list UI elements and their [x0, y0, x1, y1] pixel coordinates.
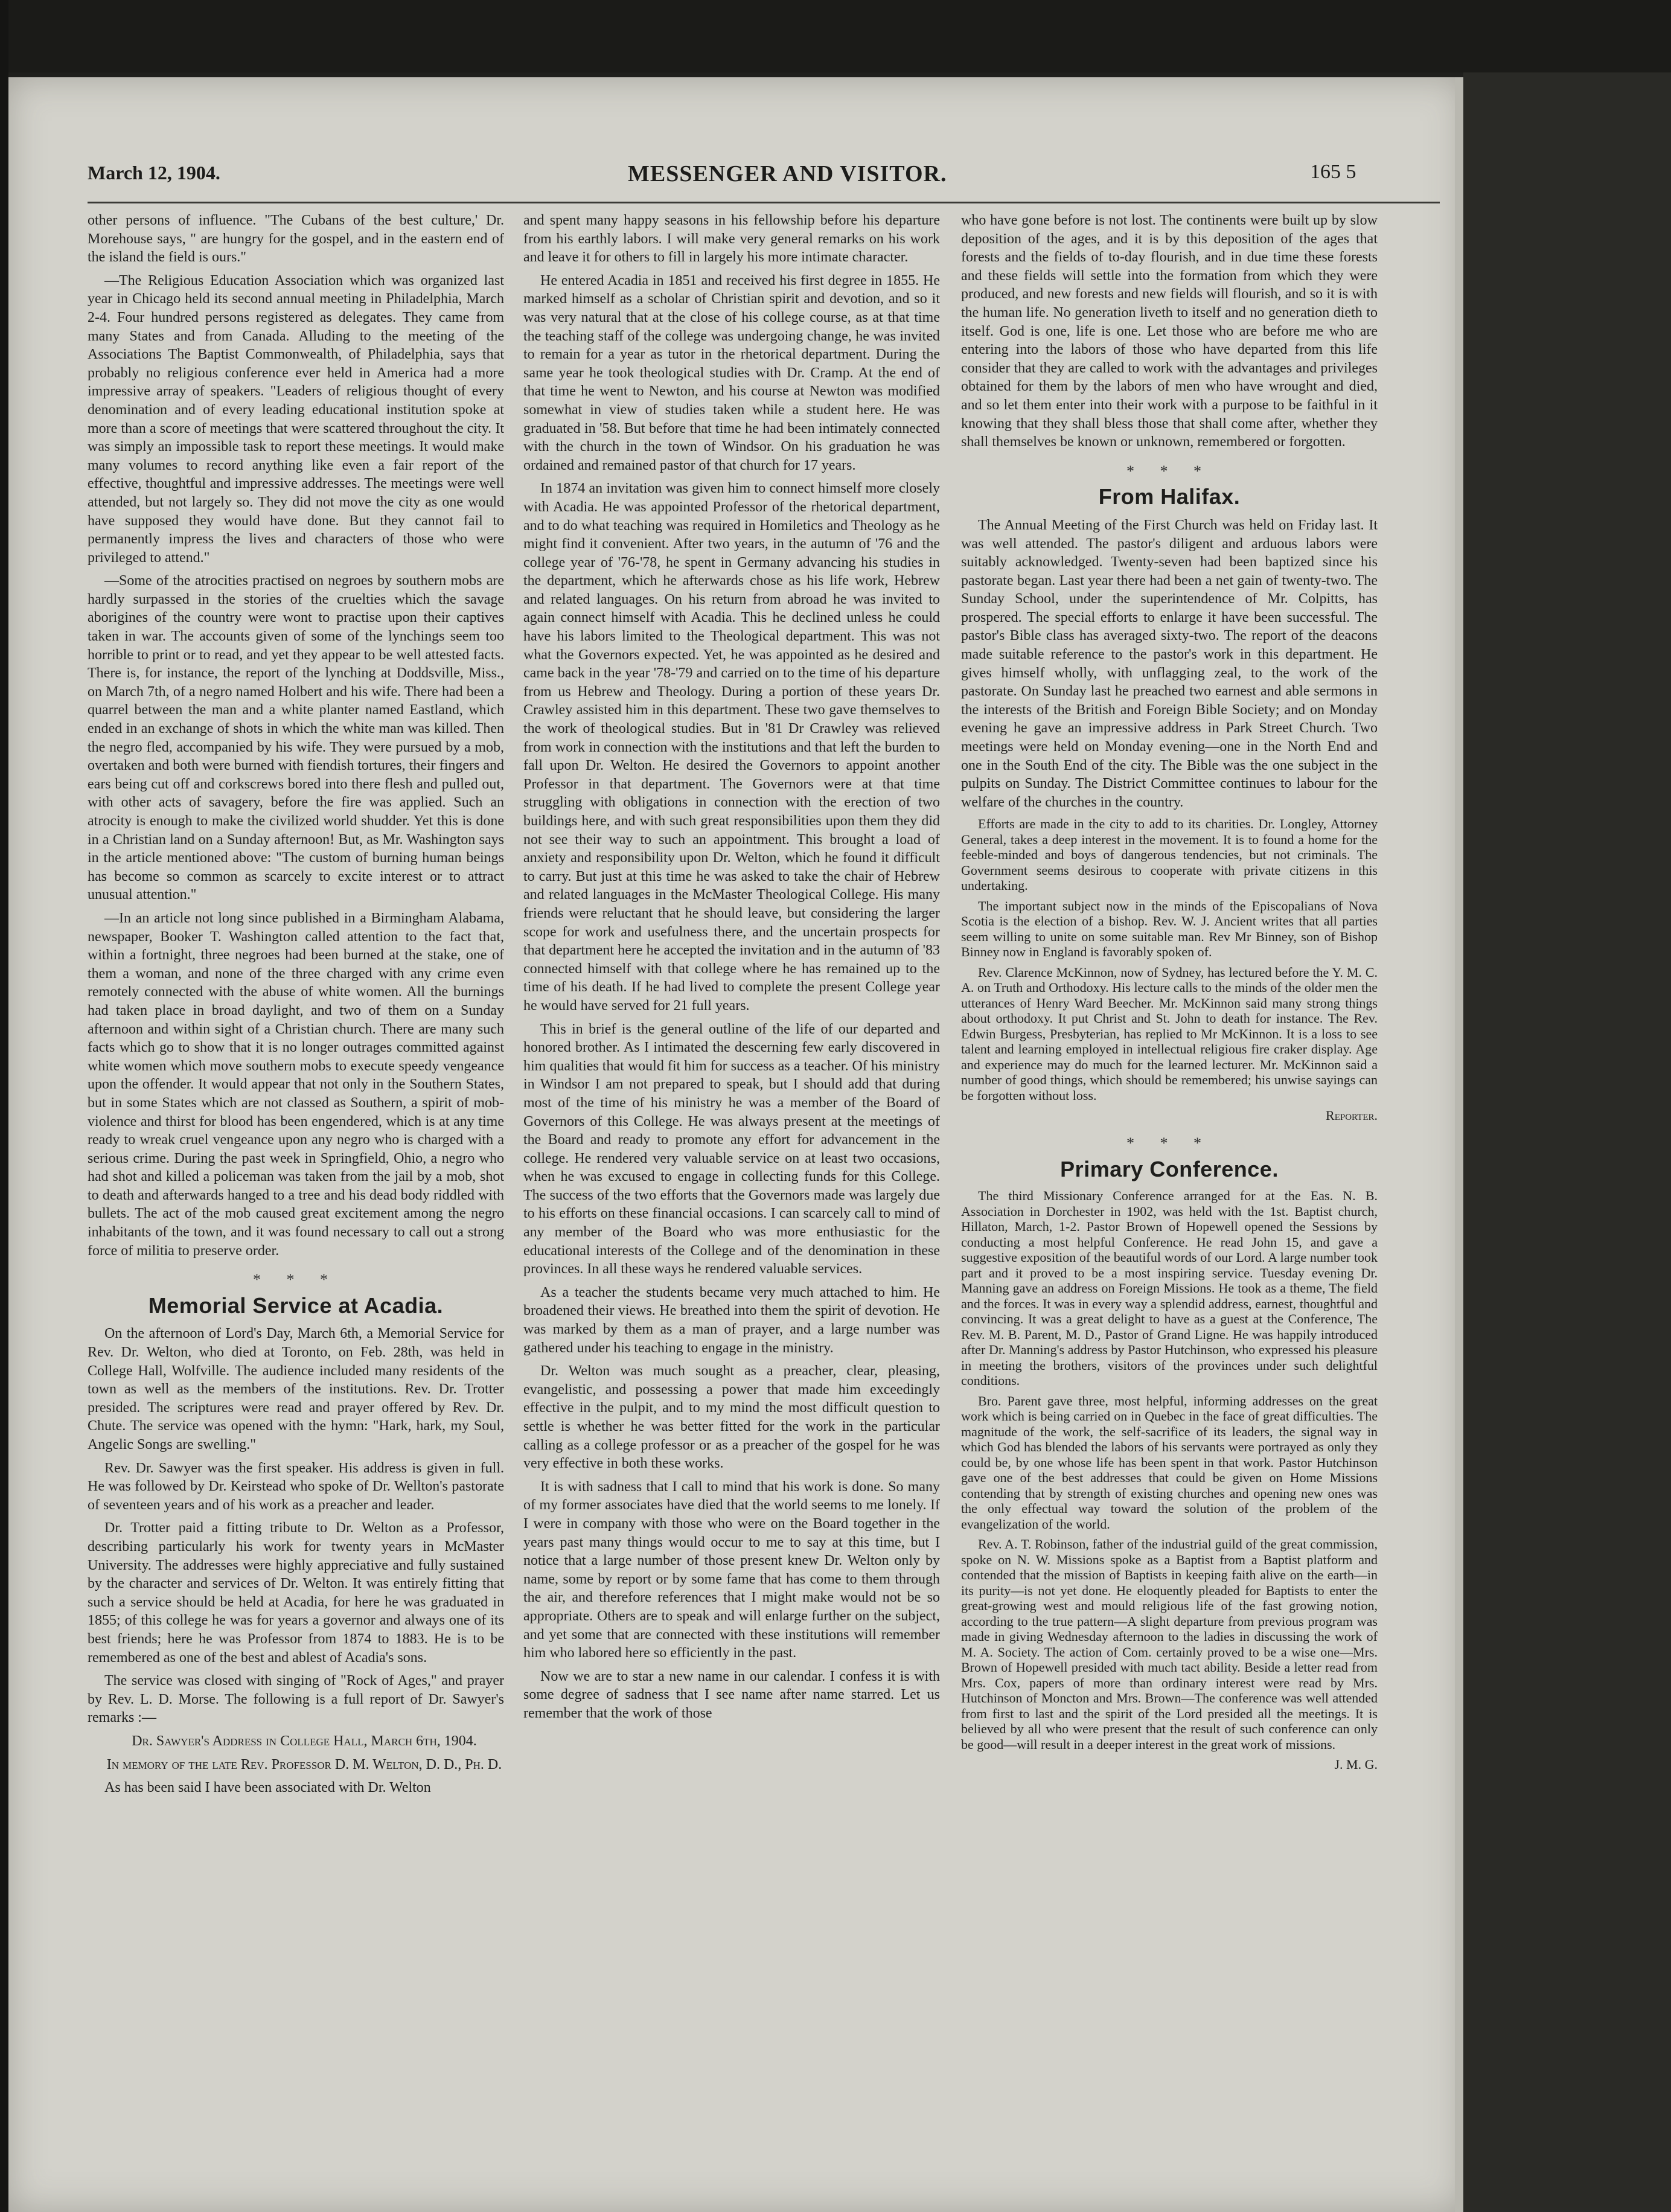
- page-number: 165 5: [1310, 161, 1356, 183]
- section-separator: * * *: [1126, 1134, 1212, 1152]
- column-3: [961, 211, 1378, 1777]
- paragraph: It is with sadness that I call to mind that his work is done. So many of my former associates have died that the world seems to me lonely. If I were in company with those who were on the Board together in the years past many things would occur to me to say at this time, but I notice that a large number of those present knew Dr. Welton only by name, some by report or by some fame that has come to them through the air, and therefore references that I might make would not be so appropriate. Others are to speak and will enlarge further on the subject, and yet some that are connected with these institutions will remember him who labored here so efficiently in the past.: [523, 1478, 940, 1661]
- paragraph: —Some of the atrocities practised on negroes by southern mobs are hardly surpassed in the stories of the cruelties which the savage aborigines of the country were wont to practise upon their captives taken in war. The accounts given of some of the lynchings seem too horrible to print or to read, and yet they appear to be well attested facts. There is, for instance, the report of the lynching at Doddsville, Miss., on March 7th, of a negro named Holbert and his wife. There had been a quarrel between the man and a white planter named Eastland, which ended in an exchange of shots in which the white man was killed. Then the negro fled, accompanied by his wife. They were pursued by a mob, overtaken and both were burned with fiendish tortures, their fingers and ears being cut off and corkscrews bored into there flesh and pulled out, with other acts of savagery, before the fire was applied. Such an atrocity is enough to make the civilized world shudder. Yet this is done in a Christian land on a Sunday afternoon! But, as Mr. Washington says in the article mentioned above: "The custom of burning human beings has become so common as scarcely to excite interest or to attract unusual attention.": [88, 573, 504, 903]
- paragraph: In 1874 an invitation was given him to connect himself more closely with Acadia. He was appointed Professor of the rhetorical department, and to do what teaching was required in Homiletics and Theology as he might find it convenient. After two years, in the autumn of '76 and the college year of '76-'78, he spent in Germany advancing his studies in the department, which he afterwards chose as his life work, Hebrew and related languages. On his return from abroad he was invited to again connect himself with Acadia. This he declined unless he could have his labors limited to the Theological department. This was not what the Governors expected. Yet, he was appointed as he desired and came back in the year '78-'79 and carried on to the time of his departure from us Hebrew and Theology. During a portion of these years Dr. Crawley assisted him in this department. These two gave themselves to the work of theological studies. But in '81 Dr Crawley was relieved from work in connection with the institutions and that left the burden to fall upon Dr. Welton. He desired the Governors to appoint another Professor in that department. The Governors were at that time struggling with obligations in connection with the erection of two buildings here, and with such great responsibilities upon them they did not see their way to such an appointment. This brought a load of anxiety and responsibility upon Dr. Welton, which he found it difficult to carry. But just at this time he was asked to take the chair of Hebrew and related languages in the McMaster Theological College. His many friends were reluctant that he should leave, but considering the larger scope for work and usefulness there, and the uncertain prospects for that department here he accepted the invitation and in the autumn of '83 connected himself with that college where he has remained up to the time of his death. If he had lived to complete the present College year he would have served for 21 full years.: [523, 481, 940, 1014]
- paragraph: As has been said I have been associated with Dr. Welton: [104, 1780, 431, 1796]
- section-separator: * * *: [253, 1271, 339, 1289]
- paragraph: and spent many happy seasons in his fellowship before his departure from his earthly labors. I will make very general remarks on his work and leave it for others to fill in largely his more intimate character.: [523, 213, 940, 266]
- header-rule: [88, 202, 1440, 203]
- column-2: [523, 211, 940, 1728]
- paragraph: The important subject now in the minds of the Episcopalians of Nova Scotia is the election of a bishop. Rev. W. J. Ancient writes that all parties seem willing to unite on some suitable man. Rev Mr Binney, son of Bishop Binney now in England is favorably spoken of.: [961, 898, 1378, 960]
- byline-reporter: Reporter.: [1326, 1108, 1378, 1124]
- paragraph: He entered Acadia in 1851 and received his first degree in 1855. He marked himself as a scholar of Christian spirit and devotion, and so it was very natural that at the close of his college course, as at that time the teaching staff of the college was undergoing change, he was invited to remain for a year as tutor in the rhetorical department. During the same year he took theological studies with Dr. Cramp. At the end of that time he went to Newton, and his course at Newton was modified somewhat in view of studies taken while a student here. He was graduated in '58. But before that time he had been intimately connected with the church in the town of Windsor. On his graduation he was ordained and remained pastor of that church for 17 years.: [523, 272, 940, 473]
- paragraph: On the afternoon of Lord's Day, March 6th, a Memorial Service for Rev. Dr. Welton, who died at Toronto, on Feb. 28th, was held in College Hall, Wolfville. The audience included many residents of the town as well as the members of the institutions. Rev. Dr. Trotter presided. The scriptures were read and prayer offered by Rev. Dr. Chute. The service was opened with the hymn: "Hark, hark, my Soul, Angelic Songs are swelling.": [88, 1326, 504, 1453]
- masthead-title: MESSENGER AND VISITOR.: [628, 161, 947, 187]
- paragraph: Rev. Clarence McKinnon, now of Sydney, has lectured before the Y. M. C. A. on Truth and Orthodoxy. His lecture calls to the minds of the older men the utterances of Henry Ward Beecher. Mr. McKinnon said many strong things about orthodoxy. It put Christ and St. John to death for instance. The Rev. Edwin Burgess, Presbyterian, has replied to Mr McKinnon. It is a loss to see talent and learning employed in intellectual religious fire craker display. Age and experience may do much for the learned lecturer. Mr. McKinnon said a number of good things, which should be remembered; his unwise sayings can be forgotten without loss.: [961, 964, 1378, 1103]
- section-heading-memorial-service: Memorial Service at Acadia.: [148, 1293, 444, 1318]
- section-separator: * * *: [1126, 462, 1212, 480]
- scanner-top-edge: [0, 0, 1671, 72]
- paragraph: This in brief is the general outline of the life of our departed and honored brother. As I intimated the descerning few early discovered in him qualities that would fit him for success as a teacher. Of his ministry in Windsor I am not prepared to speak, but I should add that during most of the time of his ministry he was a member of the Board of Governors of this College. He was always present at the meetings of the Board and ready to promote any effort for advancement in the college. He rendered very valuable service on at least two occasions, when he was excused to engage in collecting funds for this College. The success of the two efforts that the Governors made was largely due to his efforts on these financial occasions. I can scarcely call to mind of any member of the Board who was more enthusiastic for the educational interests of the College and of the denomination in these provinces. In all these ways he rendered valuable services.: [523, 1021, 940, 1277]
- byline-initials: J. M. G.: [1334, 1757, 1378, 1772]
- page-right-border: [1455, 77, 1463, 2212]
- paragraph: Dr. Trotter paid a fitting tribute to Dr. Welton as a Professor, describing particularly his work for twenty years in McMaster University. The addresses were highly appreciative and fully sustained by the character and services of Dr. Welton. It was entirely fitting that such a service should be held at Acadia, for here he was graduated in 1855; of this college he was for years a governor and always one of its best friends; here he was Professor from 1874 to 1883. He is to be remembered as one of the best and ablest of Acadia's sons.: [88, 1520, 504, 1666]
- paragraph: —The Religious Education Association which was organized last year in Chicago held its second annual meeting in Philadelphia, March 2-4. Four hundred persons registered as delegates. They came from many States and from Canada. Alluding to the meeting of the Associations The Baptist Commonwealth, of Philadelphia, says that probably no religious conference ever held in America had a more impressive array of speakers. "Leaders of religious thought of every denomination and of every leading educational institution spoke at more than a score of meetings that were scattered throughout the city. It was simply an impossible task to report these meetings. It would make many volumes to record anything like even a fair report of the effective, thoughtful and impressive addresses. The meetings were well attended, but not largely so. They did not move the city as one would have supposed they would have done. But they cannot fail to permanently impress the lives and characters of those who were privileged to attend.": [88, 272, 504, 566]
- address-title: Dr. Sawyer's Address in College Hall, March 6th, 1904.: [132, 1733, 477, 1749]
- section-heading-primary-conference: Primary Conference.: [1060, 1156, 1279, 1181]
- section-heading-from-halifax: From Halifax.: [1098, 484, 1241, 510]
- paragraph: The service was closed with singing of "Rock of Ages," and prayer by Rev. L. D. Morse. The following is a full report of Dr. Sawyer's remarks :—: [88, 1673, 504, 1726]
- paragraph: The third Missionary Conference arranged for at the Eas. N. B. Association in Dorchester in 1902, was held with the 1st. Baptist church, Hillaton, March, 1-2. Pastor Brown of Hopewell opened the Sessions by conducting a most helpful Conference. He read John 15, and gave a suggestive exposition of the beautiful words of our Lord. A large number took part and it proved to be a most inspiring service. Tuesday evening Dr. Manning gave an address on Foreign Missions. He took as a theme, The field and the forces. It was in every way a splendid address, earnest, thoughtful and convincing. It was a great delight to have as a guest at the Conference, The Rev. M. B. Parent, M. D., Pastor of Grand Ligne. He was happily introduced after Dr. Manning's address by Pastor Hutchinson, who expressed his pleasure in meeting the brothers, visitors of the provinces under such delightful conditions.: [961, 1188, 1378, 1389]
- paragraph: Dr. Welton was much sought as a preacher, clear, pleasing, evangelistic, and possessing a power that made him exceedingly effective in the pulpit, and to my mind the most difficult question to settle is whether he was better fitted for the work in the particular calling as a college professor or as a preacher of the gospel for he was very effective in both these works.: [523, 1363, 940, 1472]
- paragraph: Rev. A. T. Robinson, father of the industrial guild of the great commission, spoke on N. W. Missions spoke as a Baptist from a Baptist platform and contended that the mission of Baptists in keeping faith alive on the earth—in its purity—is not yet done. He eloquently pleaded for Baptists to enter the great-growing west and mould religious life of the fast growing notion, according to the true pattern—A slight departure from previous program was made in giving Wednesday afternoon to the ladies in discussing the work of M. A. Society. The action of Com. certainly proved to be a wise one—Mrs. Brown of Hopewell presided with much tact ability. Beside a letter read from Mrs. Cox, papers of more than ordinary interest were read by Mrs. Hutchinson of Moncton and Mrs. Brown—The conference was well attended from first to last and the spirit of the Lord presided all the meetings. It is believed by all who were present that the result of such conference can only be good—will result in a deeper interest in the great work of missions.: [961, 1536, 1378, 1752]
- paragraph: other persons of influence. "The Cubans of the best culture,' Dr. Morehouse says, " are hungry for the gospel, and in the eastern end of the island the field is ours.": [88, 213, 504, 266]
- paragraph: —In an article not long since published in a Birmingham Alabama, newspaper, Booker T. Washington called attention to the fact that, within a fortnight, three negroes had been burned at the stake, one of them a woman, and none of the three charged with any crime even remotely connected with the abuse of white women. All the burnings had taken place in broad daylight, and two of them on a Sunday afternoon and within sight of a Christian church. There are many such facts which go to show that it is no longer outrages committed against white women which move southern mobs to execute speedy vengeance upon the offender. It would appear that not only in the Southern States, but in some States which are not classed as Southern, a spirit of mob-violence and thirst for blood has been engendered, which is at any time ready to wreak cruel vengeance upon any negro who is charged with a serious crime. During the past week in Springfield, Ohio, a negro who had shot and killed a policeman was taken from the jail by a mob, shot to death and afterwards hanged to a tree and his dead body riddled with bullets. The act of the mob caused great excitement among the negro inhabitants of the town, and it was found necessary to call out a strong force of militia to preserve order.: [88, 910, 504, 1259]
- paragraph: Efforts are made in the city to add to its charities. Dr. Longley, Attorney General, takes a deep interest in the movement. It is to found a home for the feeble-minded and boys of dangerous tendencies, but not criminals. The Government seems desirous to cooperate with private citizens in this undertaking.: [961, 816, 1378, 893]
- page-header: [88, 162, 1446, 198]
- paragraph: Bro. Parent gave three, most helpful, informing addresses on the great work which is being carried on in Quebec in the face of great difficulties. The magnitude of the work, the self-sacrifice of its leaders, the signal way in which God has blended the labors of his servants were portrayed as only they could be, by one whose life has been spent in that work. Pastor Hutchinson gave one of the best addresses that could be given on Home Missions contending that by strength of existing churches and opening new ones was the only effectual way toward the solution of the problem of the evangelization of the world.: [961, 1393, 1378, 1532]
- paragraph: The Annual Meeting of the First Church was held on Friday last. It was well attended. The pastor's diligent and arduous labors were suitably acknowledged. Twenty-seven had been baptized since his pastorate began. Last year there had been a net gain of twenty-two. The Sunday School, under the superintendence of Mr. Colpitts, has prospered. The special efforts to enlarge it have been successful. The pastor's Bible class has averaged sixty-two. The report of the deacons made suitable reference to the pastor's work in this department. He gives himself wholly, with unflagging zeal, to the work of the pastorate. On Sunday last he preached two earnest and able sermons in the interests of the British and Foreign Bible Society; and on Monday evening he gave an impressive address in Park Street Church. Two meetings were held on Monday evening—one in the North End and one in the South End of the city. The Bible was the one subject in the pulpits on Sunday. The District Committee continues to labour for the welfare of the churches in the country.: [961, 517, 1378, 810]
- paragraph: Now we are to star a new name in our calendar. I confess it is with some degree of sadness that I see name after name starred. Let us remember that the work of those: [523, 1668, 940, 1721]
- paragraph: who have gone before is not lost. The continents were built up by slow deposition of the ages, and it is by this deposition of the ages that forests and the fields of to-day flourish, and in due time these forests and these fields will settle into the formation from which they were produced, and new forests and new fields will flourish, and so it is with the human life. No generation liveth to itself and no generation dieth to itself. God is one, life is one. Let those who are before me who are entering into the labors of those who have departed from this life consider that they are called to work with the advantages and privileges obtained for them by the labors of men who have wrought and died, and so let them enter into their work with a purpose to be faithful in it knowing that they shall bless those that shall come after, whether they shall themselves be known or unknown, remembered or forgotten.: [961, 213, 1378, 450]
- paragraph: As a teacher the students became very much attached to him. He broadened their views. He breathed into them the spirit of devotion. He was marked by them as a man of prayer, and a large number was gathered under his teaching to engage in the ministry.: [523, 1284, 940, 1356]
- paragraph: Rev. Dr. Sawyer was the first speaker. His address is given in full. He was followed by Dr. Keirstead who spoke of Dr. Wellton's pastorate of seventeen years and of his work as a preacher and leader.: [88, 1460, 504, 1513]
- issue-date: March 12, 1904.: [88, 162, 220, 184]
- address-subtitle: In memory of the late Rev. Professor D. M. Welton, D. D., Ph. D.: [106, 1756, 502, 1772]
- scanner-left-edge: [0, 0, 8, 2212]
- column-1: [88, 211, 504, 1802]
- scanner-right-edge: [1463, 72, 1671, 2212]
